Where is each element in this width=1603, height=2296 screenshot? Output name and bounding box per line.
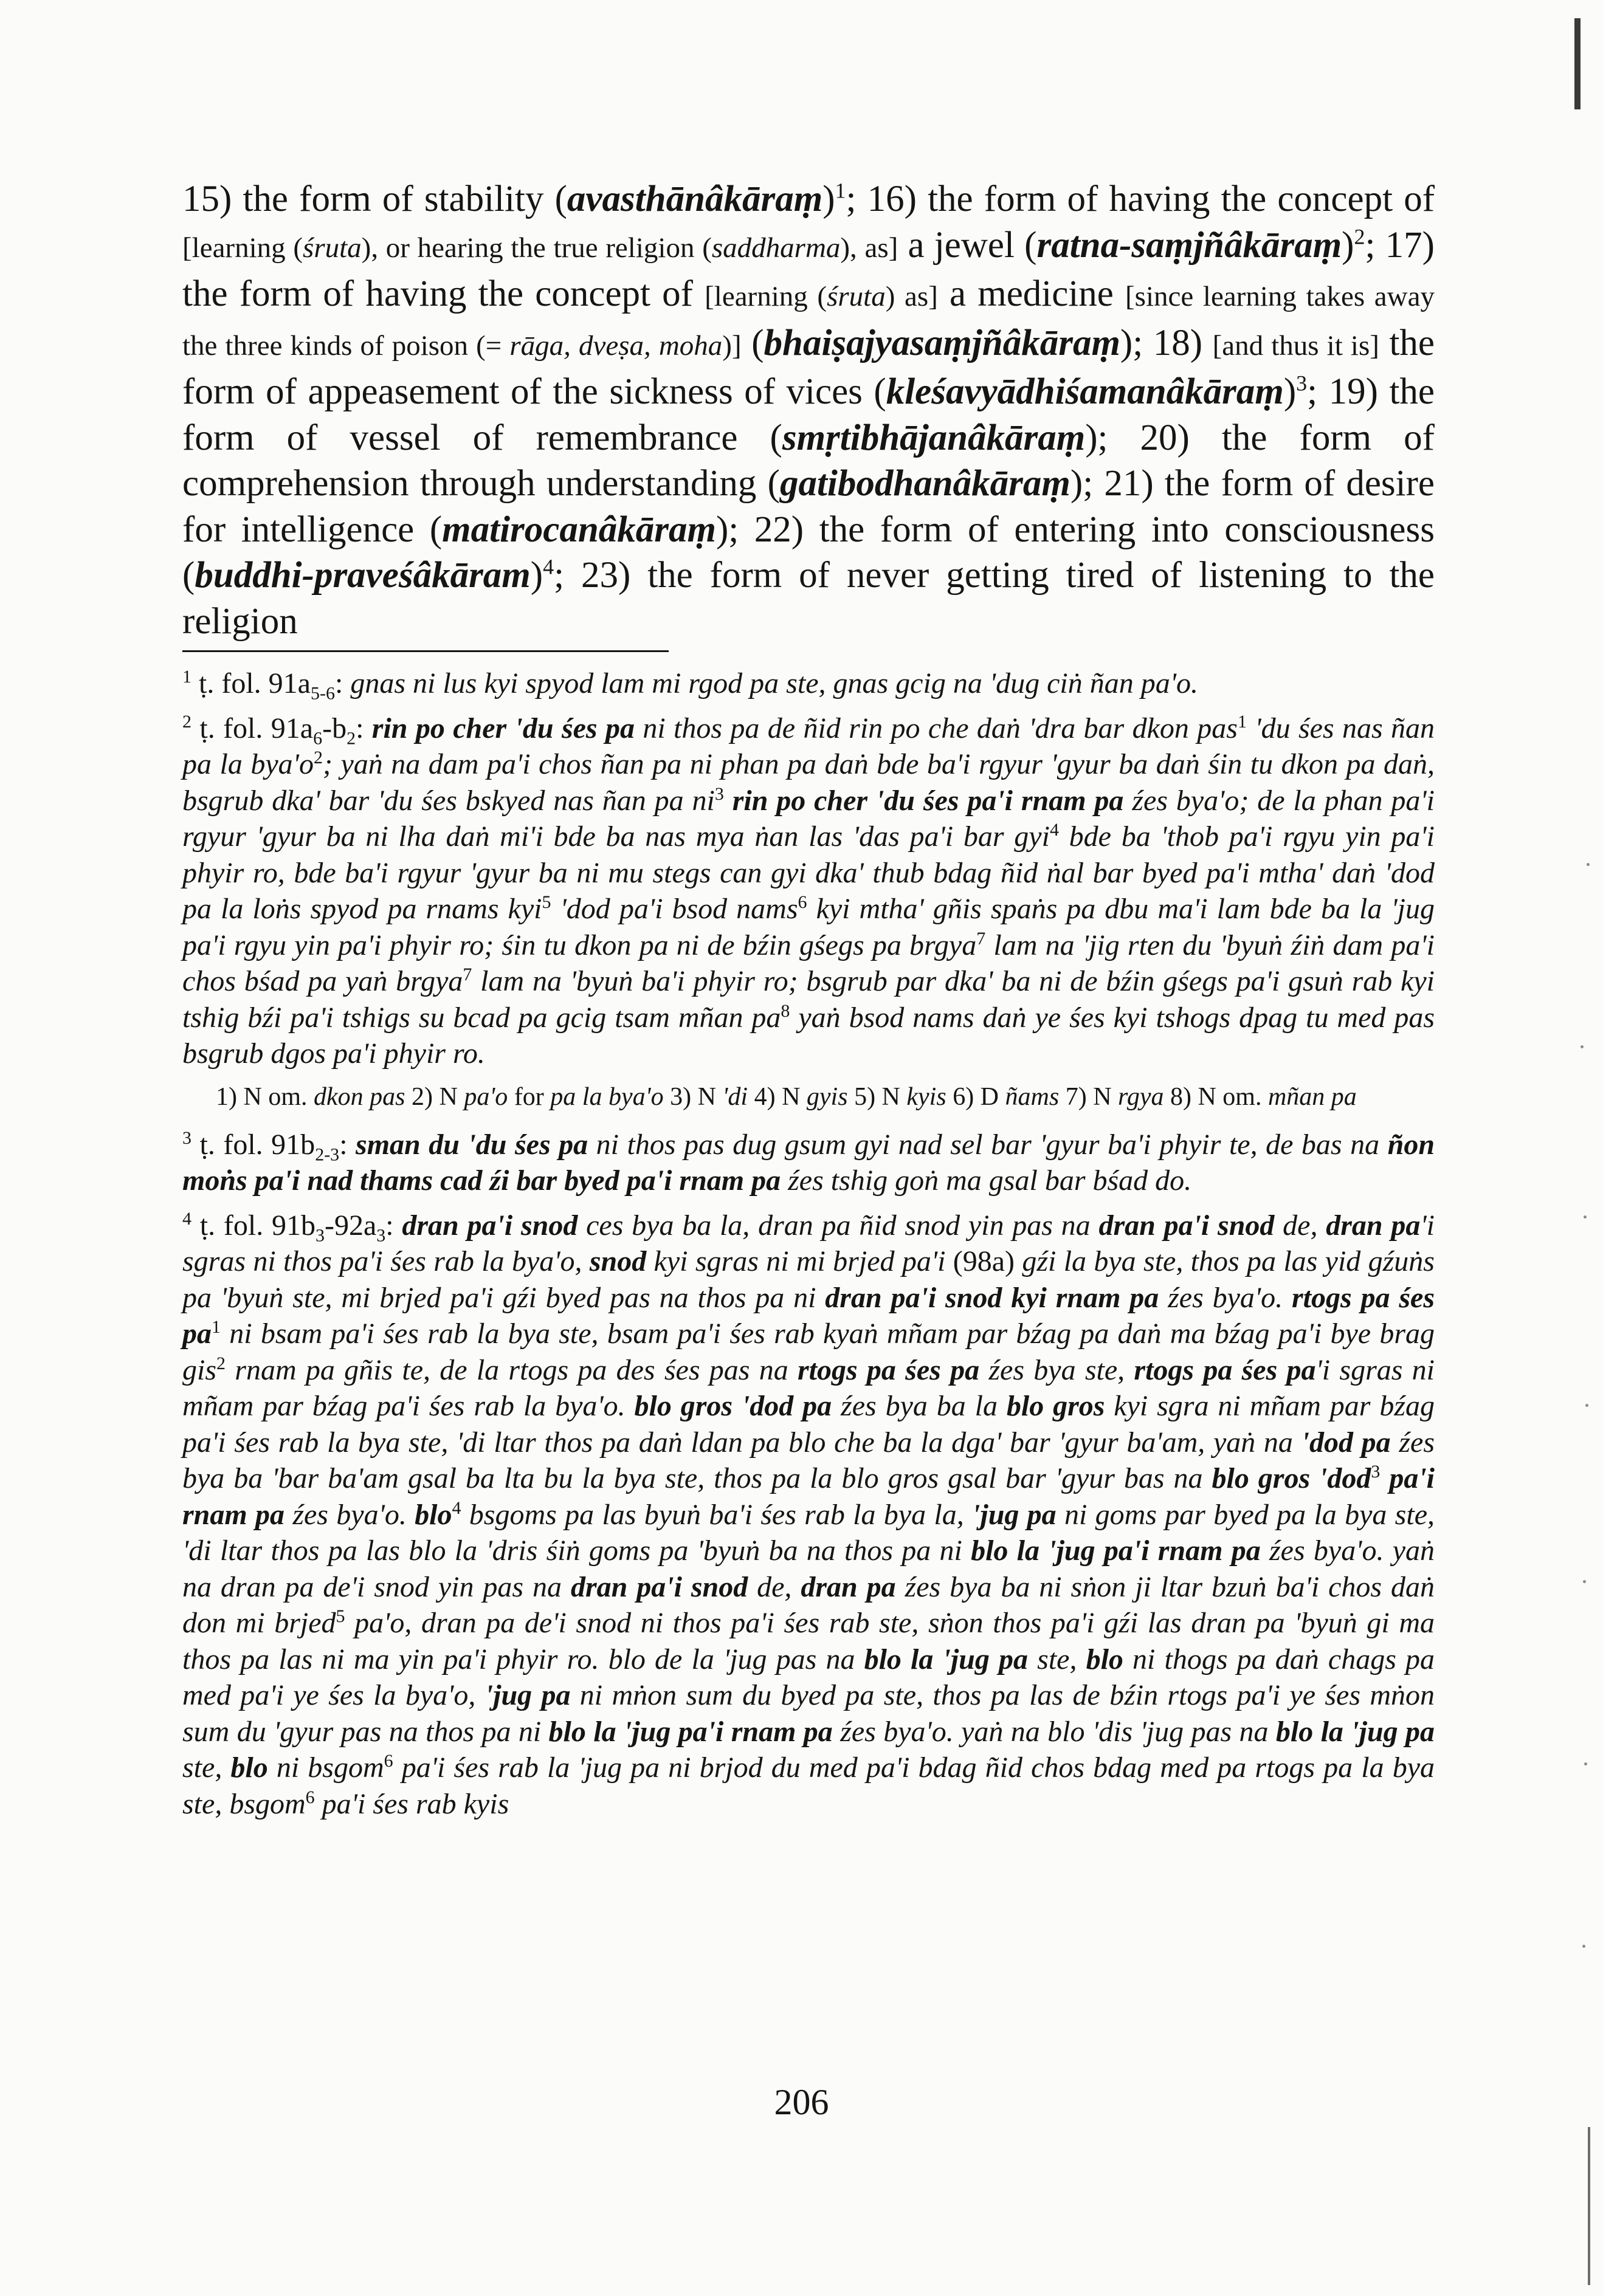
editorial-insertion: [learning (śruta) as]: [705, 281, 938, 312]
sanskrit-term: bhaiṣajyasaṃjñâkāraṃ: [764, 322, 1120, 363]
text-run: a jewel (: [898, 224, 1037, 266]
variant-readings: 1) N om. dkon pas 2) N pa'o for pa la bya'o 3) N 'di 4) N gyis 5) N kyis 6) D ñams 7) N rgya 8) N om. mñan pa: [216, 1082, 1357, 1111]
scan-edge-mark-bottom: [1588, 2127, 1590, 2285]
sanskrit-term: ratna-saṃjñâkāraṃ: [1036, 224, 1342, 266]
document-page: [182, 176, 1435, 1830]
tibetan-text: sman du 'du śes pa ni thos pas dug gsum gyi nad sel bar 'gyur ba'i phyir te, de bas na ñon moṅs pa'i nad thams cad źi bar byed pa'i rnam pa źes tshig goṅ ma gsal bar bśad do.: [182, 1128, 1435, 1197]
footnote-number: 4: [182, 1208, 191, 1229]
text-run: ); 21) the form of desire for intelligence (: [182, 463, 1435, 550]
folio-ref: ṭ. fol. 91b: [199, 1128, 315, 1161]
editorial-insertion: [since learning takes away the three kinds of poison (= rāga, dveṣa, moha)]: [182, 281, 1435, 362]
footnote-2: $^2$ ṭ. fol. $91a_6-b_2$: rin po cher 'du śes pa ni thos pa de ñid rin po che daṅ 'dra bar dkon pas$^1$ 'du śes nas ñan pa la $bya'o^2$; yaṅ na dam pa'i chos ñan pa ni phan pa daṅ bde ba'i rgyur 'gyur ba daṅ śin tu dkon pa daṅ, bsgrub dka' bar 'du śes bskyed nas ñan pa $ni^3$ rin po cher 'du śes pa'i rnam pa źes bya'o; de la phan pa'i rgyur 'gyur ba ni lha daṅ mi'i bde ba nas mya ṅan las 'das pa'i bar gyi$^4$ bde ba 'thob pa'i rgyu yin pa'i phyir ro, bde ba'i rgyur 'gyur ba ni mu stegs can gyi dka' thub bdag ñid ṅal bar byed pa'i mtha' daṅ 'dod pa la loṅs spyod pa rnams kyi$^5$ 'dod pa'i bsod nams$^6$ kyi mtha' gñis spaṅs pa dbu ma'i lam bde ba la 'jug pa'i rgyu yin pa'i phyir ro; śin tu dkon pa ni de bźin gśegs pa brgya$^7$ lam na 'jig rten du 'byuṅ źiṅ dam pa'i chos bśad pa yaṅ brgya$^7$ lam na 'byuṅ ba'i phyir ro; bsgrub par dka' ba ni de bźin gśegs pa'i gsuṅ rab kyi tshig bźi pa'i tshigs su bcad pa gcig tsam mñan $pa^8$ yaṅ bsod nams daṅ ye śes kyi tshogs dpag tu med pas bsgrub dgos pa'i phyir ro.: [182, 711, 1435, 1070]
text-run: ; 16) the form of having the concept of: [846, 179, 1435, 219]
scan-speck: [1584, 1762, 1587, 1765]
text-run: ); 18): [1120, 322, 1213, 363]
scan-edge-mark-top: [1574, 18, 1581, 109]
scan-speck: [1582, 1945, 1585, 1948]
main-paragraph: 15) the form of stability (avasthānâkāraṃ)$^1$; 16) the form of having the concept of [learning (śruta), or hearing the true religion (saddharma), as] a jewel (ratna-saṃjñâkāraṃ)$^2$; 17) the form of having the concept of [learning (śruta) as] a medicine [since learning takes away the three kinds of poison (= rāga, dveṣa, moha)] (bhaiṣajyasaṃjñâkāraṃ); 18) [and thus it is] the form of appeasement of the sickness of vices (kleśavyādhiśamanâkāraṃ)$^3$; 19) the form of vessel of remembrance (smṛtibhājanâkāraṃ); 20) the form of comprehension through understanding (gatibodhanâkāraṃ); 21) the form of desire for intelligence (matirocanâkāraṃ); 22) the form of entering into consciousness (buddhi-praveśâkāram)$^4$; 23) the form of never getting tired of listening to the religion: [182, 178, 1435, 642]
footnote-1: $^1$ ṭ. fol. $91a_{5-6}$: gnas ni lus kyi spyod lam mi rgod pa ste, gnas gcig na 'dug ciṅ ñan pa'o.: [182, 667, 1198, 704]
page-marker: (98a): [953, 1245, 1015, 1277]
footnote-3: $^3$ ṭ. fol. $91b_{2-3}$: sman du 'du śes pa ni thos pas dug gsum gyi nad sel bar 'gyur ba'i phyir te, de bas na ñon moṅs pa'i nad thams cad źi bar byed pa'i rnam pa źes tshig goṅ ma gsal bar bśad do.: [182, 1127, 1435, 1197]
footnote-number: 2: [182, 711, 191, 732]
footnote-ref: 2: [1354, 224, 1365, 249]
scan-speck: [1583, 1580, 1586, 1583]
text-run: (: [741, 322, 764, 363]
text-run: ); 20) the form of comprehension through understanding (: [182, 417, 1435, 504]
tibetan-text: dran pa'i snod ces bya ba la, dran pa ñid snod yin pas na dran pa'i snod de, dran pa'i sgras ni thos pa'i śes rab la bya'o, snod kyi sgras ni mi brjed pa'i (98a) gźi la bya ste, thos pa las yid gźuṅs pa 'byuṅ ste, mi brjed pa'i gźi byed pas na thos pa ni dran pa'i snod kyi rnam pa źes bya'o. rtogs pa śes $pa^1$ ni bsam pa'i śes rab la bya ste, bsam pa'i śes rab kyaṅ mñam par bźag pa daṅ ma bźag pa'i bye brag gis$^2$ rnam pa gñis te, de la rtogs pa des śes pas na rtogs pa śes pa źes bya ste, rtogs pa śes pa'i sgras ni mñam par bźag pa'i śes rab la bya'o. blo gros 'dod pa źes bya ba la blo gros kyi sgra ni mñam par bźag pa'i śes rab la bya ste, 'di ltar thos pa daṅ ldan pa blo che ba la dga' bar 'gyur ba'am, yaṅ na 'dod pa źes bya ba 'bar ba'am gsal ba lta bu la bya ste, thos pa la blo gros gsal bar 'gyur bas na blo gros 'dod$^3$ pa'i rnam pa źes bya'o. blo$^4$ bsgoms pa las byuṅ ba'i śes rab la bya la, 'jug pa ni goms par byed pa la bya ste, 'di ltar thos pa las blo la 'dris śiṅ goms pa 'byuṅ ba na thos pa ni blo la 'jug pa'i rnam pa źes bya'o. yaṅ na dran pa de'i snod yin pas na dran pa'i snod de, dran pa źes bya ba ni sṅon ji ltar bzuṅ ba'i chos daṅ don mi brjed$^5$ pa'o, dran pa de'i snod ni thos pa'i śes rab ste, sṅon thos pa'i gźi las dran pa 'byuṅ gi ma thos pa las ni ma yin pa'i phyir ro. blo de la 'jug pas na blo la 'jug pa ste, blo ni thogs pa daṅ chags pa med pa'i ye śes la bya'o, 'jug pa ni mṅon sum du byed pa ste, thos pa las de bźin rtogs pa'i ye śes mṅon sum du 'gyur pas na thos pa ni blo la 'jug pa'i rnam pa źes bya'o. yaṅ na blo 'dis 'jug pas na blo la 'jug pa ste, blo ni bsgom$^6$ pa'i śes rab la 'jug pa ni brjod du med pa'i bdag ñid chos bdag med pa rtogs pa la bya ste, bsgom$^6$ pa'i śes rab kyis: [182, 1209, 1435, 1820]
scan-speck: [1585, 1404, 1588, 1407]
sanskrit-term: avasthānâkāraṃ: [567, 179, 823, 219]
text-run: 15) the form of stability (: [182, 179, 567, 219]
scan-speck: [1584, 1215, 1587, 1218]
text-run: the form of appeasement of the sickness of vices (: [182, 322, 1435, 412]
tibetan-text: rin po cher 'du śes pa ni thos pa de ñid rin po che daṅ 'dra bar dkon pas$^1$ 'du śes nas ñan pa la $bya'o^2$; yaṅ na dam pa'i chos ñan pa ni phan pa daṅ bde ba'i rgyur 'gyur ba daṅ śin tu dkon pa daṅ, bsgrub dka' bar 'du śes bskyed nas ñan pa $ni^3$ rin po cher 'du śes pa'i rnam pa źes bya'o; de la phan pa'i rgyur 'gyur ba ni lha daṅ mi'i bde ba nas mya ṅan las 'das pa'i bar gyi$^4$ bde ba 'thob pa'i rgyu yin pa'i phyir ro, bde ba'i rgyur 'gyur ba ni mu stegs can gyi dka' thub bdag ñid ṅal bar byed pa'i mtha' daṅ 'dod pa la loṅs spyod pa rnams kyi$^5$ 'dod pa'i bsod nams$^6$ kyi mtha' gñis spaṅs pa dbu ma'i lam bde ba la 'jug pa'i rgyu yin pa'i phyir ro; śin tu dkon pa ni de bźin gśegs pa brgya$^7$ lam na 'jig rten du 'byuṅ źiṅ dam pa'i chos bśad pa yaṅ brgya$^7$ lam na 'byuṅ ba'i phyir ro; bsgrub par dka' ba ni de bźin gśegs pa'i gsuṅ rab kyi tshig bźi pa'i tshigs su bcad pa gcig tsam mñan $pa^8$ yaṅ bsod nams daṅ ye śes kyi tshogs dpag tu med pas bsgrub dgos pa'i phyir ro.: [182, 711, 1435, 1070]
sanskrit-term: matirocanâkāraṃ: [442, 509, 716, 550]
footnote-4: $^4$ ṭ. fol. $91b_3-92a_3$: dran pa'i snod ces bya ba la, dran pa ñid snod yin pas na dran pa'i snod de, dran pa'i sgras ni thos pa'i śes rab la bya'o, snod kyi sgras ni mi brjed pa'i (98a) gźi la bya ste, thos pa las yid gźuṅs pa 'byuṅ ste, mi brjed pa'i gźi byed pas na thos pa ni dran pa'i snod kyi rnam pa źes bya'o. rtogs pa śes $pa^1$ ni bsam pa'i śes rab la bya ste, bsam pa'i śes rab kyaṅ mñam par bźag pa daṅ ma bźag pa'i bye brag gis$^2$ rnam pa gñis te, de la rtogs pa des śes pas na rtogs pa śes pa źes bya ste, rtogs pa śes pa'i sgras ni mñam par bźag pa'i śes rab la bya'o. blo gros 'dod pa źes bya ba la blo gros kyi sgra ni mñam par bźag pa'i śes rab la bya ste, 'di ltar thos pa daṅ ldan pa blo che ba la dga' bar 'gyur ba'am, yaṅ na 'dod pa źes bya ba 'bar ba'am gsal ba lta bu la bya ste, thos pa la blo gros gsal bar 'gyur bas na blo gros 'dod$^3$ pa'i rnam pa źes bya'o. blo$^4$ bsgoms pa las byuṅ ba'i śes rab la bya la, 'jug pa ni goms par byed pa la bya ste, 'di ltar thos pa las blo la 'dris śiṅ goms pa 'byuṅ ba na thos pa ni blo la 'jug pa'i rnam pa źes bya'o. yaṅ na dran pa de'i snod yin pas na dran pa'i snod de, dran pa źes bya ba ni sṅon ji ltar bzuṅ ba'i chos daṅ don mi brjed$^5$ pa'o, dran pa de'i snod ni thos pa'i śes rab ste, sṅon thos pa'i gźi las dran pa 'byuṅ gi ma thos pa las ni ma yin pa'i phyir ro. blo de la 'jug pas na blo la 'jug pa ste, blo ni thogs pa daṅ chags pa med pa'i ye śes la bya'o, 'jug pa ni mṅon sum du byed pa ste, thos pa las de bźin rtogs pa'i ye śes mṅon sum du 'gyur pas na thos pa ni blo la 'jug pa'i rnam pa źes bya'o. yaṅ na blo 'dis 'jug pas na blo la 'jug pa ste, blo ni bsgom$^6$ pa'i śes rab la 'jug pa ni brjod du med pa'i bdag ñid chos bdag med pa rtogs pa la bya ste, bsgom$^6$ pa'i śes rab kyis: [182, 1208, 1435, 1820]
footnote-number: 3: [182, 1127, 191, 1148]
sanskrit-term: buddhi-praveśâkāram: [195, 555, 531, 596]
text-run: ); 22) the form of entering into consciousness (: [182, 509, 1435, 596]
text-run: ; 19) the form of vessel of remembrance (: [182, 371, 1435, 458]
sanskrit-term: gatibodhanâkāraṃ: [779, 463, 1070, 504]
footnote-ref: 1: [835, 178, 846, 203]
page-number: 206: [774, 2082, 829, 2122]
scan-speck: [1581, 1045, 1584, 1048]
folio-ref: ṭ. fol. 91a: [199, 712, 314, 744]
tibetan-text: gnas ni lus kyi spyod lam mi rgod pa ste, gnas gcig na 'dug ciṅ ñan pa'o.: [350, 667, 1198, 699]
sanskrit-term: smṛtibhājanâkāraṃ: [782, 417, 1086, 458]
footnote-separator: [182, 650, 669, 652]
text-run: ; 23) the form of never getting tired of listening to the religion: [182, 555, 1435, 642]
editorial-insertion: [and thus it is]: [1212, 329, 1379, 362]
text-run: ; 17) the form of having the concept of: [182, 224, 1435, 314]
sanskrit-term: kleśavyādhiśamanâkāraṃ: [886, 371, 1284, 412]
footnote-number: 1: [182, 667, 191, 687]
scan-speck: [1587, 863, 1590, 866]
editorial-insertion: [learning (śruta), or hearing the true religion (saddharma), as]: [182, 232, 898, 264]
folio-ref: ṭ. fol. 91a: [199, 667, 311, 699]
footnote-ref: 3: [1296, 371, 1308, 396]
folio-ref: ṭ. fol. 91b: [199, 1209, 315, 1242]
footnote-ref: 4: [543, 554, 554, 579]
text-run: a medicine: [937, 273, 1126, 314]
